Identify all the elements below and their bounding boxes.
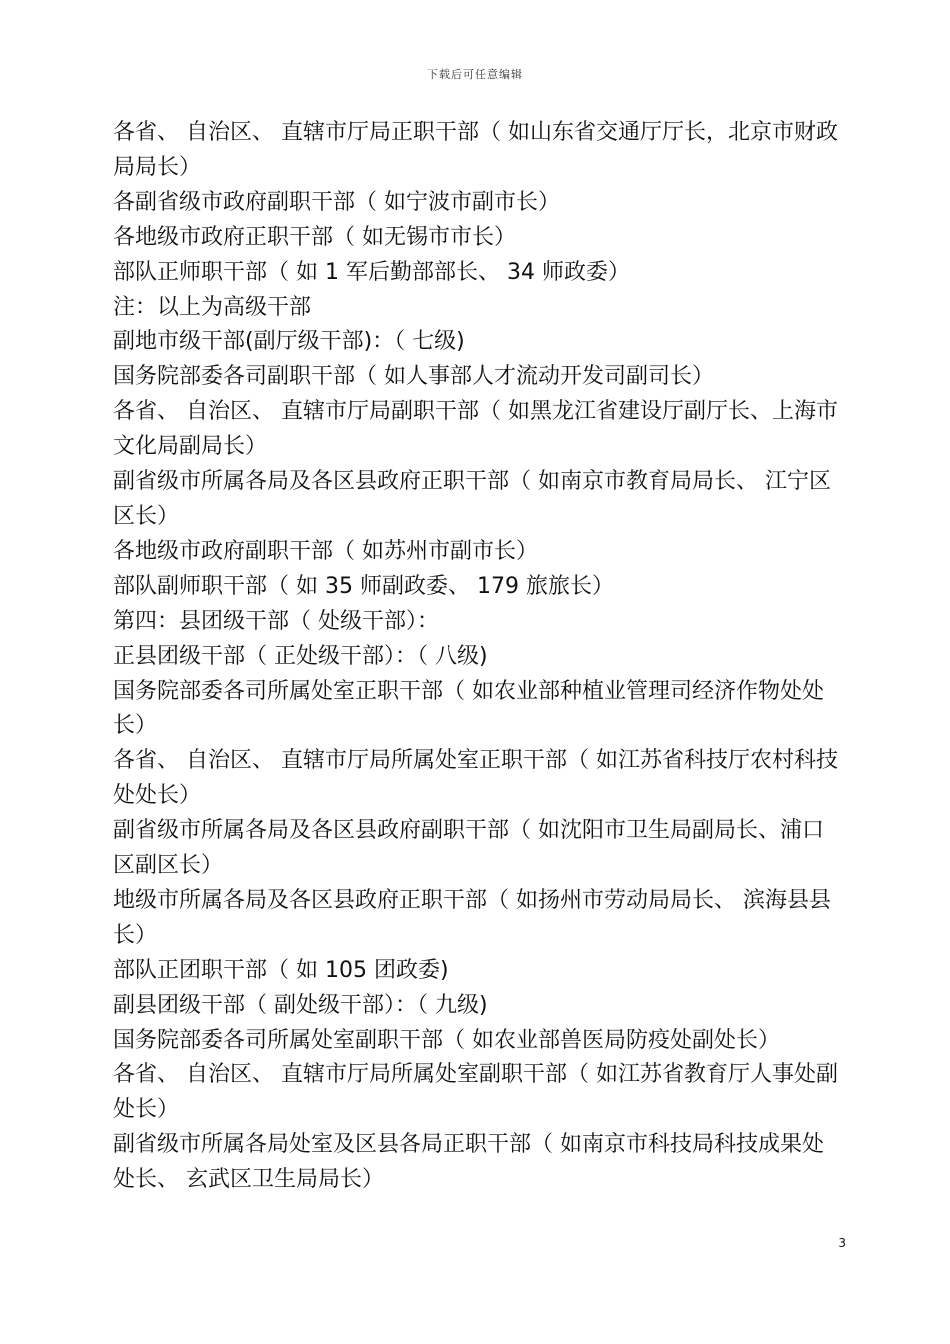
paragraph: 各省、 自治区、 直辖市厅局正职干部（ 如山东省交通厅厅长，北京市财政局局长） [113,120,838,180]
page-number: 3 [838,1236,846,1250]
paragraph: 注：以上为高级干部 [113,294,312,320]
paragraph: 副县团级干部（ 副处级干部）：（ 九级) [113,992,488,1018]
paragraph: 国务院部委各司副职干部（ 如人事部人才流动开发司副司长） [113,364,714,390]
paragraph: 部队正师职干部（ 如 1 军后勤部部长、 34 师政委） [113,259,630,285]
paragraph: 国务院部委各司所属处室正职干部（ 如农业部种植业管理司经济作物处处长） [113,678,824,739]
paragraph: 各地级市政府正职干部（ 如无锡市市长） [113,224,516,250]
paragraph: 国务院部委各司所属处室副职干部（ 如农业部兽医局防疫处副处长） [113,1027,780,1053]
paragraph: 正县团级干部（ 正处级干部）：（ 八级) [113,643,488,669]
paragraph: 部队正团职干部（ 如 105 团政委) [113,957,449,983]
paragraph: 各省、 自治区、 直辖市厅局所属处室正职干部（ 如江苏省科技厅农村科技处处长） [113,748,838,809]
paragraph: 各地级市政府副职干部（ 如苏州市副市长） [113,538,538,564]
paragraph: 副省级市所属各局及各区县政府副职干部（ 如沈阳市卫生局副局长、浦口区副区长） [113,818,824,879]
paragraph: 各副省级市政府副职干部（ 如宁波市副市长） [113,189,560,215]
page-header: 下载后可任意编辑 [427,68,523,81]
paragraph: 地级市所属各局及各区县政府正职干部（ 如扬州市劳动局局长、 滨海县县长） [113,887,831,948]
paragraph: 各省、 自治区、 直辖市厅局所属处室副职干部（ 如江苏省教育厅人事处副处长） [113,1062,838,1123]
paragraph: 部队副师职干部（ 如 35 师副政委、 179 旅旅长） [113,573,614,599]
paragraph: 副地市级干部(副厅级干部)：（ 七级) [113,329,465,355]
paragraph: 副省级市所属各局及各区县政府正职干部（ 如南京市教育局局长、 江宁区区长） [113,469,831,529]
document-body [113,116,843,1198]
paragraph: 副省级市所属各局处室及区县各局正职干部（ 如南京市科技局科技成果处处长、 玄武区卫生局局长） [113,1132,824,1193]
paragraph: 各省、 自治区、 直辖市厅局副职干部（ 如黑龙江省建设厅副厅长、上海市文化局副局长） [113,399,838,460]
section-heading: 第四：县团级干部（ 处级干部）： [113,608,439,634]
